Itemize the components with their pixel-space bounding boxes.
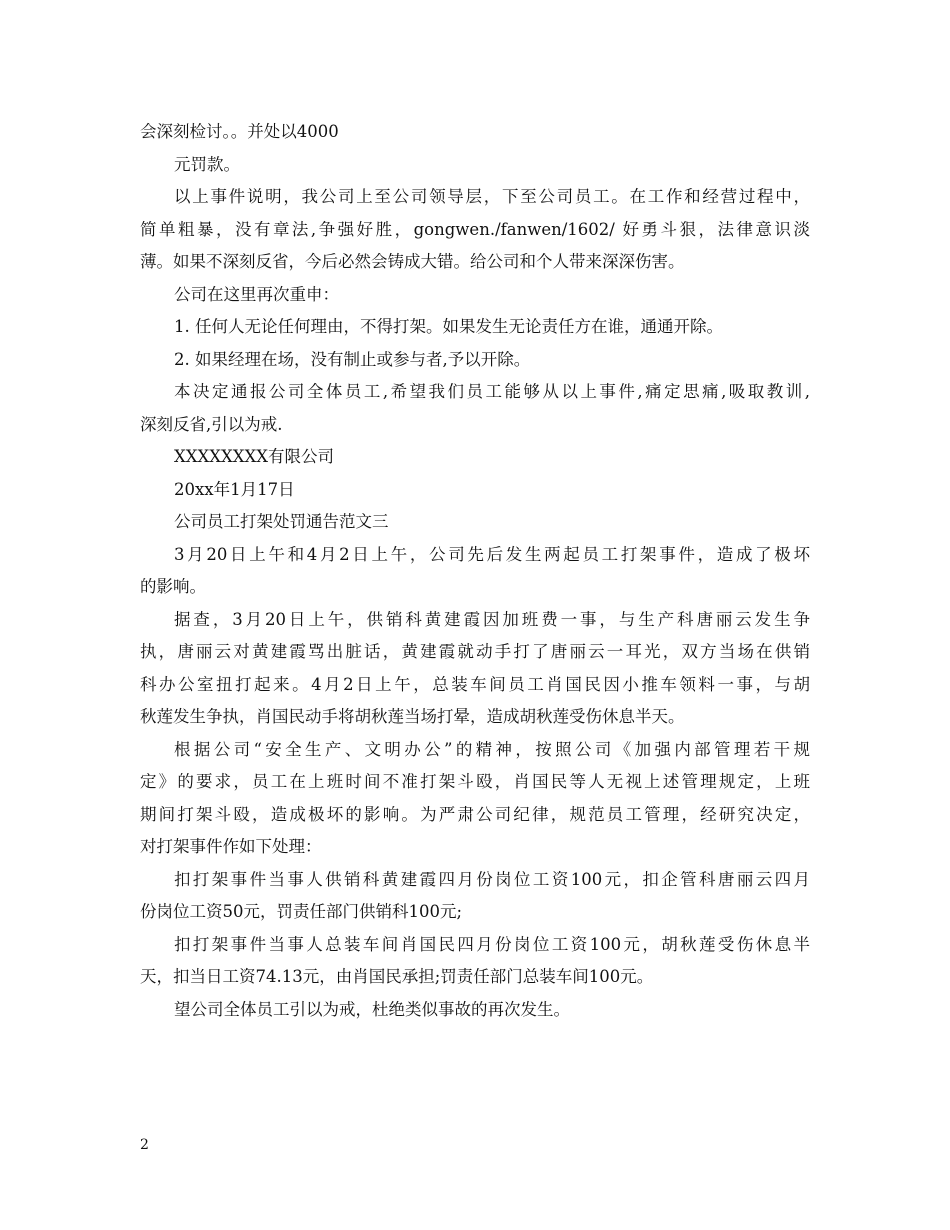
text-line: 1. 任何人无论任何理由，不得打架。如果发生无论责任方在谁，通通开除。 — [174, 317, 723, 336]
text-line: 科办公室扭打起来。4月2日上午，总装车间员工肖国民因小推车领料一事，与胡 — [140, 674, 810, 694]
text-line: 本决定通报公司全体员工,希望我们员工能够从以上事件,痛定思痛,吸取教训, — [174, 382, 810, 401]
text-line: 定》的要求，员工在上班时间不准打架斗殴，肖国民等人无视上述管理规定，上班 — [140, 772, 810, 791]
text-line: 20xx年1月17日 — [174, 479, 295, 499]
text-line: 秋莲发生争执，肖国民动手将胡秋莲当场打晕，造成胡秋莲受伤休息半天。 — [140, 707, 685, 726]
text-line: 天，扣当日工资74.13元，由肖国民承担;罚责任部门总装车间100元。 — [140, 967, 654, 986]
text-line: 公司员工打架处罚通告范文三 — [174, 512, 389, 531]
text-line: 公司在这里再次重申： — [174, 284, 339, 304]
text-line: 扣打架事件当事人总装车间肖国民四月份岗位工资100元，胡秋莲受伤休息半 — [174, 934, 810, 954]
text-line: 执，唐丽云对黄建霞骂出脏话，黄建霞就动手打了唐丽云一耳光，双方当场在供销 — [140, 642, 810, 661]
text-line: 2. 如果经理在场，没有制止或参与者,予以开除。 — [174, 349, 531, 369]
text-line: 扣打架事件当事人供销科黄建霞四月份岗位工资100元，扣企管科唐丽云四月 — [174, 869, 810, 889]
text-line: 深刻反省,引以为戒. — [140, 414, 283, 434]
text-line: XXXXXXXX有限公司 — [174, 447, 334, 466]
text-line: 根据公司“安全生产、文明办公”的精神，按照公司《加强内部管理若干规 — [174, 739, 810, 759]
text-line: 据查，3月20日上午，供销科黄建霞因加班费一事，与生产科唐丽云发生争 — [174, 609, 810, 629]
text-line: 的影响。 — [140, 577, 206, 596]
document-body — [140, 116, 810, 1026]
text-line: 薄。如果不深刻反省，今后必然会铸成大错。给公司和个人带来深深伤害。 — [140, 252, 685, 271]
text-line: 期间打架斗殴，造成极坏的影响。为严肃公司纪律，规范员工管理，经研究决定， — [140, 804, 810, 824]
text-line: 对打架事件作如下处理： — [140, 837, 322, 856]
text-line: 以上事件说明，我公司上至公司领导层，下至公司员工。在工作和经营过程中， — [174, 187, 810, 206]
text-line: 元罚款。 — [174, 154, 240, 174]
text-line: 简单粗暴，没有章法,争强好胜，gongwen./fanwen/1602/ 好勇斗狠，法律意识淡 — [140, 219, 810, 239]
text-line: 会深刻检讨。。并处以4000 — [140, 122, 339, 141]
text-line: 3月20日上午和4月2日上午，公司先后发生两起员工打架事件，造成了极坏 — [174, 544, 810, 564]
page-number: 2 — [140, 1137, 149, 1153]
text-line: 望公司全体员工引以为戒，杜绝类似事故的再次发生。 — [174, 999, 570, 1019]
text-line: 份岗位工资50元，罚责任部门供销科100元; — [140, 902, 463, 921]
